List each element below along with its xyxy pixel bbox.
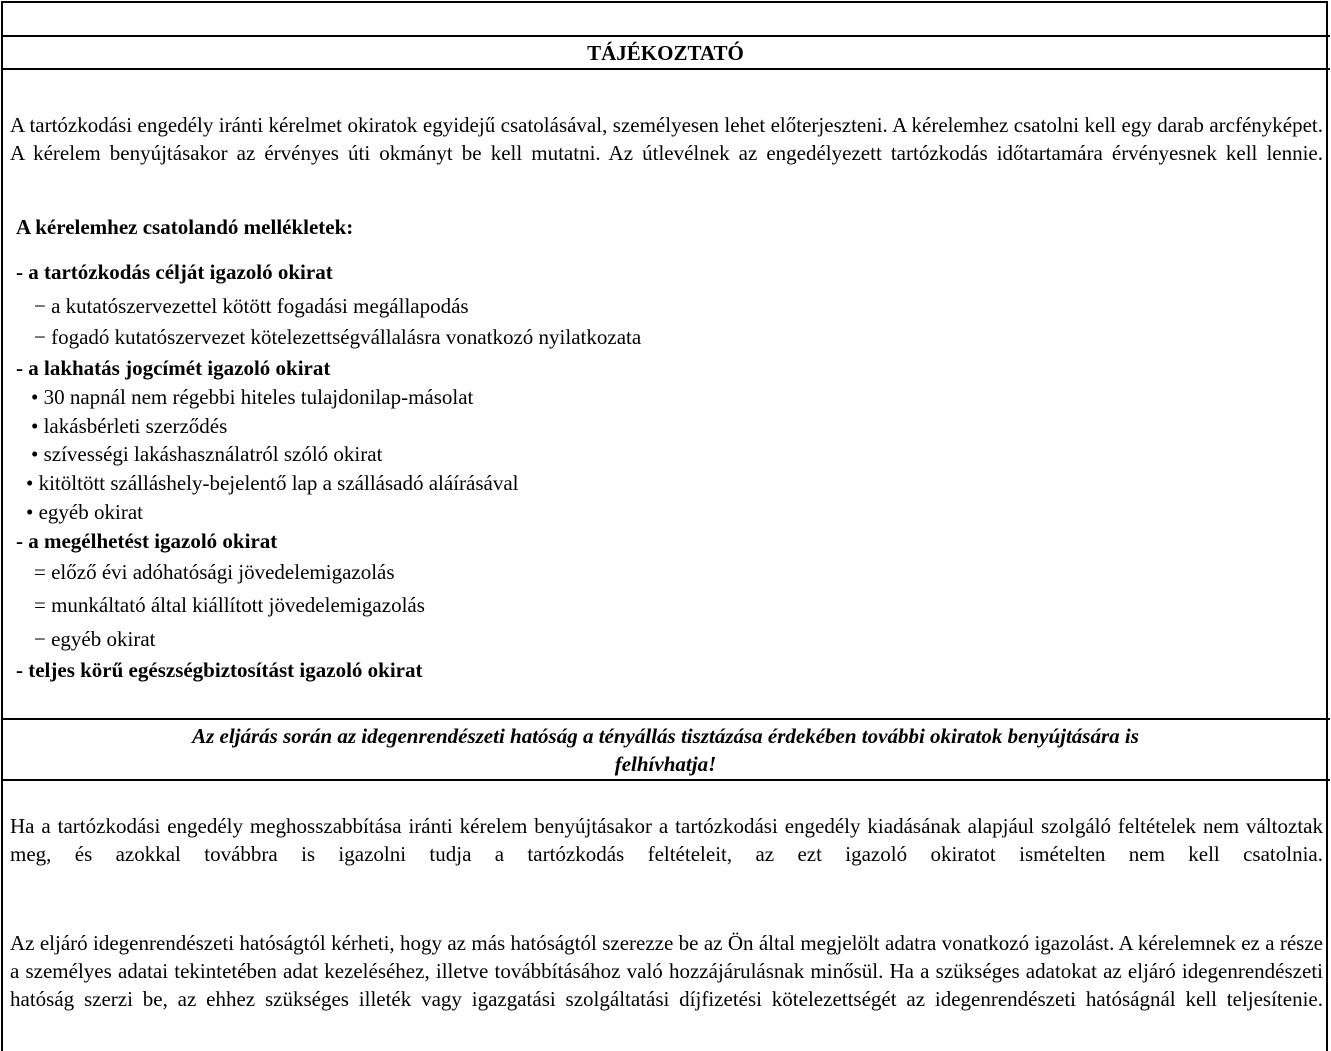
- list-item: = munkáltató által kiállított jövedelemigazolás: [34, 593, 425, 617]
- list-item: − a kutatószervezettel kötött fogadási megállapodás: [34, 294, 469, 318]
- notice-line: felhívhatja!: [614, 752, 717, 776]
- section-heading-housing: - a lakhatás jogcímét igazoló okirat: [16, 356, 331, 380]
- divider: [1, 68, 1330, 70]
- notice: [60, 722, 1271, 778]
- list-item: − egyéb okirat: [34, 627, 156, 651]
- section-heading-livelihood: - a megélhetést igazoló okirat: [16, 529, 278, 553]
- section-heading-purpose: - a tartózkodás célját igazoló okirat: [16, 260, 333, 284]
- list-item: = előző évi adóhatósági jövedelemigazolás: [34, 560, 395, 584]
- list-item: • szívességi lakáshasználatról szóló okirat: [31, 442, 383, 466]
- section-heading-insurance: - teljes körű egészségbiztosítást igazoló okirat: [16, 658, 423, 682]
- notice-line: Az eljárás során az idegenrendészeti hatóság a tényállás tisztázása érdekében további okiratok benyújtására is: [192, 724, 1139, 748]
- list-item: − fogadó kutatószervezet kötelezettségvállalásra vonatkozó nyilatkozata: [34, 325, 642, 349]
- divider: [1, 35, 1330, 37]
- data-request-paragraph: Az eljáró idegenrendészeti hatóságtól kérheti, hogy az más hatóságtól szerezze be az Ön által megjelölt adatra vonatkozó igazolást. A kérelemnek ez a része a személyes adatai tekintetében adat kezeléséhez, illetve továbbításához való hozzájárulásnak minősül. Ha a szükséges adatokat az eljáró idegenrendészeti hatóság szerzi be, az ehhez szükséges illeték vagy igazgatási szolgáltatási díjfizetési kötelezettségét az idegenrendészeti hatóságnál kell teljesítenie.: [10, 931, 1323, 1011]
- list-item: • kitöltött szálláshely-bejelentő lap a szállásadó aláírásával: [26, 471, 519, 495]
- page-title: TÁJÉKOZTATÓ: [587, 41, 744, 65]
- list-item: • lakásbérleti szerződés: [31, 414, 228, 438]
- divider: [1, 779, 1330, 781]
- list-item: • 30 napnál nem régebbi hiteles tulajdonilap-másolat: [31, 385, 474, 409]
- renewal-paragraph: Ha a tartózkodási engedély meghosszabbítása iránti kérelem benyújtásakor a tartózkodási engedély kiadásának alapjául szolgáló feltételek nem változtak meg, és azokkal továbbra is igazolni tudja a tartózkodás feltételeit, az ezt igazoló okiratot ismételten nem kell csatolnia.: [10, 814, 1323, 866]
- intro-paragraph: A tartózkodási engedély iránti kérelmet okiratok egyidejű csatolásával, személyesen lehet előterjeszteni. A kérelemhez csatolni kell egy darab arcfényképet. A kérelem benyújtásakor az érvényes úti okmányt be kell mutatni. Az útlevélnek az engedélyezett tartózkodás időtartamára érvényesnek kell lennie.: [10, 113, 1323, 165]
- divider: [1, 718, 1330, 720]
- attachments-heading: A kérelemhez csatolandó mellékletek:: [16, 215, 354, 239]
- list-item: • egyéb okirat: [26, 500, 143, 524]
